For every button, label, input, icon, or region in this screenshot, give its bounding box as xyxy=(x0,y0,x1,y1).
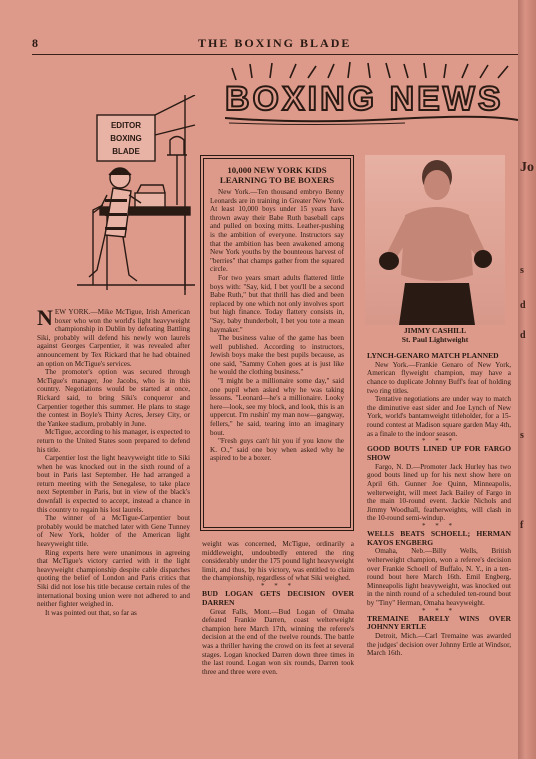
box-paragraph: The business value of the game has been well published. According to instructors, Jewish boys make the best pupils because, as one said, "Sammy Cohen goes at is just like he would the clothing business." xyxy=(210,334,344,377)
spine-fragment: s xyxy=(520,265,524,276)
banner-underline xyxy=(225,114,518,126)
box-paragraph: For two years smart adults flattered little boys with: "Say, kid, I bet you'll be a second Babe Ruth," but that thrill has died and been replaced by one which not only involves sport but high finance. Today flattery consists in, "Say, baby thunderbolt, I bet you tote a mean haymaker." xyxy=(210,273,344,334)
subhead: TREMAINE BARELY WINS OVER JOHNNY ERTLE xyxy=(367,613,511,632)
subhead: WELLS BEATS SCHOELL; HERMAN KAYOS ENGBERG xyxy=(367,528,511,547)
boxing-news-banner xyxy=(225,80,518,126)
box-paragraph: "I might be a millionaire some day," said one pupil when asked why he was taking lessons. "Leonard—he's a millionaire. Looky here—look, see my block, and look, this is an uppercut. I'm rushin' my man now—gangway, fellers," he said, tearing into an imaginary bout. xyxy=(210,377,344,437)
caption-name: JIMMY CASHILL xyxy=(403,326,467,335)
lead-paragraph: EW YORK.—Mike McTigue, Irish American boxer who won the world's light heavyweight championship in Dublin by defeating Battling Siki, probably will defend his newly won laurels against Georges Carpentier, it was revealed after announcement by Tex Rickard that he had obtained an option on McTigue's services. xyxy=(37,308,190,368)
middle-article xyxy=(202,540,354,676)
article-paragraph: Fargo, N. D.—Promoter Jack Hurley has two good bouts lined up for his next show here on April 6th. Gunner Joe Quinn, Minneapolis, welterweight, will meet Jack Bailey of Fargo in the main 10-round event. Jackie Nichols and Jimmy Woodhall, featherweights, will clash in the 10-round semi-windup. xyxy=(367,462,511,523)
banner-rays xyxy=(230,60,518,82)
subhead: BUD LOGAN GETS DECISION OVER DARREN xyxy=(202,588,354,607)
article-paragraph: Carpentier lost the light heavyweight title to Siki when he was knocked out in the sixth round of a bout in Paris last September. He had arranged a return meeting with the Senegalese, to take place next September in Paris, but in view of the black's downfall is expected to accept, instead a chance in this country to regain his lost laurels. xyxy=(37,454,190,514)
left-article xyxy=(37,305,190,617)
box-paragraph: "Fresh guys can't hit you if you know the K. O.," said one boy when asked why he aspired to be a boxer. xyxy=(210,437,344,463)
boxer-figure xyxy=(365,155,505,325)
article-paragraph: Detroit, Mich.—Carl Tremaine was awarded the judges' decision over Johnny Ertle at Windsor, March 16th. xyxy=(367,632,511,658)
article-paragraph: McTigue, according to his manager, is expected to return to the United States soon prepared to defend his title. xyxy=(37,428,190,454)
sign-line-3: BLADE xyxy=(112,147,140,156)
spine-fragment: Jo xyxy=(520,160,534,175)
article-paragraph: The promoter's option was secured through McTigue's manager, Joe Jacobs, who is in this country. Negotiations would be started at once, Rickard said, to bring Siki's conqueror and Carpentier together this summer. He plans to stage the contest in Boyle's Thirty Acres, Jersey City, or the Yankee stadium, probably in June. xyxy=(37,368,190,428)
separator-stars: * * * xyxy=(422,606,456,615)
adjacent-page-edge xyxy=(518,0,536,759)
drop-cap: N xyxy=(37,305,53,330)
right-column xyxy=(367,352,511,658)
separator-stars: * * * xyxy=(422,521,456,530)
article-paragraph: New York.—Frankie Genaro of New York, American flyweight champion, may have a chance to duplicate Johnny Buff's feat of holding two ring titles. xyxy=(367,360,511,395)
article-paragraph: weight was concerned, McTigue, ordinarily a middleweight, undoubtedly entered the ring considerably under the 175 pound light heavyweight limit, and thus, by his victory, was entitled to claim the championship, regardless of what Siki weighed. xyxy=(202,540,354,583)
magazine-title: THE BOXING BLADE xyxy=(198,36,352,50)
photo-caption xyxy=(365,326,505,344)
caption-title: St. Paul Lightweight xyxy=(401,335,469,344)
banner-title: BOXING NEWS xyxy=(225,80,504,118)
page-number: 8 xyxy=(32,36,38,50)
separator-stars: * * * xyxy=(261,581,295,590)
separator-stars: * * * xyxy=(422,437,456,446)
article-paragraph: Great Falls, Mont.—Bud Logan of Omaha defeated Frankie Darren, coast welterweight champion here March 17th, winning the referee's decision at the end of the twelve rounds. The battle was a thriller having the crowd on its feet at several stages. Logan knocked Darren down three times in the last round. Logan won six rounds, Darren took three and three were even. xyxy=(202,607,354,676)
article-paragraph: Omaha, Neb.—Billy Wells, British welterweight champion, won a referee's decision over Frankie Schoell of Buffalo, N. Y., in a ten-round bout here March 16th. Emil Engberg, Minneapolis light heavyweight, was knocked out in the ninth round of a scheduled ten-round bout by "Tiny" Herman, Omaha heavyweight. xyxy=(367,547,511,608)
spine-fragment: d xyxy=(520,330,526,341)
header-rule xyxy=(32,54,518,55)
article-paragraph: It was pointed out that, so far as xyxy=(45,608,137,617)
sign-line-2: BOXING xyxy=(110,134,142,143)
box-headline: 10,000 NEW YORK KIDS LEARNING TO BE BOXERS xyxy=(219,165,335,185)
spine-fragment: d xyxy=(520,300,526,311)
boxer-photo xyxy=(365,155,505,325)
article-paragraph: Ring experts here were unanimous in agreeing that McTigue's victory carried with it the light heavyweight championship despite cable dispatches quoting the belief of London and Paris critics that Siki did not lose his title because certain rules of the international boxing union were not adhered to and neither fighter weighed in. xyxy=(37,548,190,609)
subhead: LYNCH-GENARO MATCH PLANNED xyxy=(367,351,499,360)
article-paragraph: The winner of a McTigue-Carpentier bout probably would be matched later with Gene Tunney of New York, holder of the American light heavyweight title. xyxy=(37,514,190,549)
subhead: GOOD BOUTS LINED UP FOR FARGO SHOW xyxy=(367,444,511,462)
box-paragraph: New York.—Ten thousand embryo Benny Leonards are in training in Greater New York. At least 10,000 boys under 15 years have thrown away their Babe Ruth baseball caps and pulled on boxing mitts. Leather-pushing is the ambition of everyone. Instructors say that the ambition has been awakened among New York youths by the bounteous harvest of "berries" that champs gather from the squared circle. xyxy=(210,188,344,274)
page-header xyxy=(0,36,518,52)
kids-boxers-box xyxy=(200,155,354,531)
article-paragraph: Tentative negotiations are under way to match the diminutive east sider and Joe Lynch of New York, world's bantamweight titleholder, for a 15-round contest at Madison square garden May 4th, as a finale to the indoor season. xyxy=(367,395,511,438)
sign-line-1: EDITOR xyxy=(110,121,142,130)
spine-fragment: f xyxy=(520,520,524,531)
spine-fragment: s xyxy=(520,430,524,441)
editor-cartoon xyxy=(45,95,205,300)
